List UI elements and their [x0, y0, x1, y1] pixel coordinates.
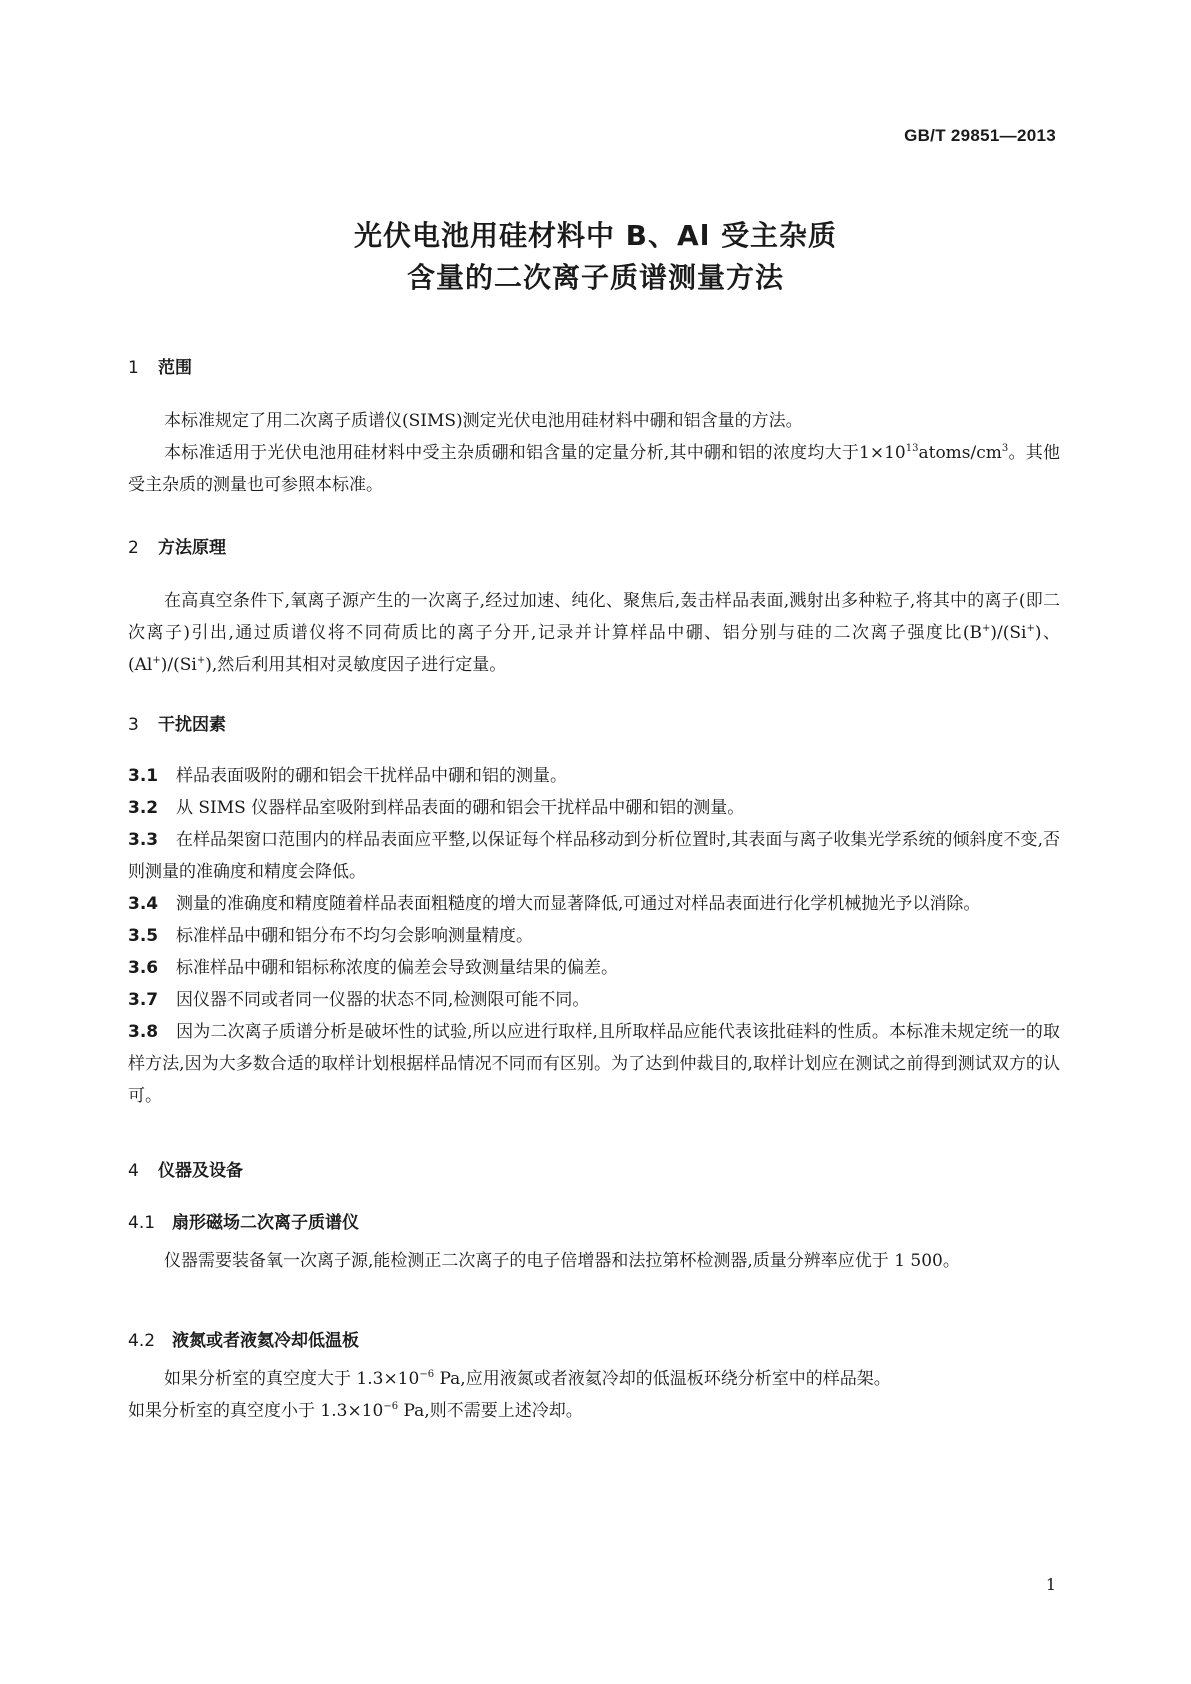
clause-number: 3.3	[128, 830, 159, 850]
section-title: 方法原理	[158, 538, 226, 558]
clause-number: 3.6	[128, 958, 159, 978]
superscript: −6	[419, 1369, 435, 1380]
clause-text: 标准样品中硼和铝标称浓度的偏差会导致测量结果的偏差。	[176, 958, 618, 978]
clause-item	[128, 952, 1060, 984]
superscript: 13	[905, 443, 919, 454]
clause-number: 3.8	[128, 1022, 159, 1042]
text-run: 如果分析室的真空度小于 1.3×10	[128, 1401, 384, 1421]
subsection-number: 4.1	[128, 1213, 156, 1233]
cold-plate-sentence-2	[128, 1395, 1060, 1427]
interference-clause-list	[128, 760, 1060, 1112]
clause-item	[128, 984, 1060, 1016]
page-number: 1	[1045, 1575, 1056, 1594]
principle-paragraph	[128, 585, 1060, 681]
clause-text: 标准样品中硼和铝分布不均匀会影响测量精度。	[176, 926, 533, 946]
section-number: 4	[128, 1161, 139, 1181]
clause-text: 从 SIMS 仪器样品室吸附到样品表面的硼和铝会干扰样品中硼和铝的测量。	[176, 798, 745, 818]
section-heading-scope	[128, 353, 192, 378]
section-heading-instruments	[128, 1156, 243, 1181]
clause-text: 因仪器不同或者同一仪器的状态不同,检测限可能不同。	[176, 990, 590, 1010]
superscript: +	[152, 655, 161, 666]
standard-code: GB/T 29851—2013	[904, 126, 1056, 145]
clause-item	[128, 792, 1060, 824]
section-title: 范围	[158, 358, 192, 378]
text-run: )、(Al	[128, 623, 1060, 675]
text-run: Pa,应用液氮或者液氦冷却的低温板环绕分析室中的样品架。	[434, 1369, 891, 1389]
text-run: 如果分析室的真空度大于 1.3×10	[164, 1369, 420, 1389]
subsection-title: 扇形磁场二次离子质谱仪	[172, 1213, 359, 1233]
text-run: 在高真空条件下,氧离子源产生的一次离子,经过加速、纯化、聚焦后,轰击样品表面,溅射出多种粒子,将其中的离子(即二次离子)引出,通过质谱仪将不同荷质比的离子分开,记录并计算样品中硼、铝分别与硅的二次离子强度比(B	[128, 591, 1060, 643]
scope-paragraph-1: 本标准规定了用二次离子质谱仪(SIMS)测定光伏电池用硅材料中硼和铝含量的方法。	[164, 411, 803, 431]
section-title: 干扰因素	[158, 715, 226, 735]
text-run: atoms/cm	[918, 443, 1002, 463]
document-title-line-1: 光伏电池用硅材料中 B、Al 受主杂质	[353, 219, 838, 252]
document-title-line-2: 含量的二次离子质谱测量方法	[406, 261, 784, 294]
superscript: 3	[1001, 443, 1009, 454]
clause-number: 3.4	[128, 894, 159, 914]
clause-number: 3.2	[128, 798, 159, 818]
clause-number: 3.7	[128, 990, 159, 1010]
cold-plate-paragraph	[128, 1363, 1060, 1427]
section-heading-principle	[128, 533, 226, 558]
clause-item	[128, 888, 1060, 920]
section-heading-interference	[128, 710, 226, 735]
text-run: Pa,则不需要上述冷却。	[398, 1401, 583, 1421]
clause-number: 3.5	[128, 926, 159, 946]
superscript: −6	[383, 1401, 399, 1412]
text-run: )/(Si	[160, 655, 197, 675]
superscript: +	[1026, 623, 1035, 634]
superscript: +	[982, 623, 991, 634]
clause-text: 样品表面吸附的硼和铝会干扰样品中硼和铝的测量。	[176, 766, 567, 786]
scope-paragraph-2	[128, 437, 1060, 501]
clause-text: 在样品架窗口范围内的样品表面应平整,以保证每个样品移动到分析位置时,其表面与离子收集光学系统的倾斜度不变,否则测量的准确度和精度会降低。	[128, 830, 1060, 882]
clause-item	[128, 920, 1060, 952]
subsection-number: 4.2	[128, 1331, 156, 1351]
subsection-title: 液氮或者液氦冷却低温板	[172, 1331, 359, 1351]
mass-spectrometer-paragraph: 仪器需要装备氧一次离子源,能检测正二次离子的电子倍增器和法拉第杯检测器,质量分辨率应优于 1 500。	[164, 1251, 960, 1271]
clause-text: 因为二次离子质谱分析是破坏性的试验,所以应进行取样,且所取样品应能代表该批硅料的性质。本标准未规定统一的取样方法,因为大多数合适的取样计划根据样品情况不同而有区别。为了达到仲裁目的,取样计划应在测试之前得到测试双方的认可。	[128, 1022, 1060, 1106]
section-number: 1	[128, 358, 139, 378]
text-run: )/(Si	[990, 623, 1027, 643]
text-run: 本标准适用于光伏电池用硅材料中受主杂质硼和铝含量的定量分析,其中硼和铝的浓度均大于1×10	[164, 443, 906, 463]
section-number: 3	[128, 715, 139, 735]
subsection-heading-cold-plate	[128, 1326, 359, 1351]
section-title: 仪器及设备	[158, 1161, 243, 1181]
section-number: 2	[128, 538, 139, 558]
clause-text: 测量的准确度和精度随着样品表面粗糙度的增大而显著降低,可通过对样品表面进行化学机械抛光予以消除。	[176, 894, 981, 914]
clause-number: 3.1	[128, 766, 159, 786]
clause-item	[128, 1016, 1060, 1112]
cold-plate-sentence-1	[128, 1363, 1060, 1395]
clause-item	[128, 824, 1060, 888]
text-run: ),然后利用其相对灵敏度因子进行定量。	[205, 655, 507, 675]
superscript: +	[196, 655, 206, 666]
text-run: 。其他受主杂质的测量也可参照本标准。	[128, 443, 1060, 495]
subsection-heading-mass-spectrometer	[128, 1208, 359, 1233]
clause-item	[128, 760, 1060, 792]
